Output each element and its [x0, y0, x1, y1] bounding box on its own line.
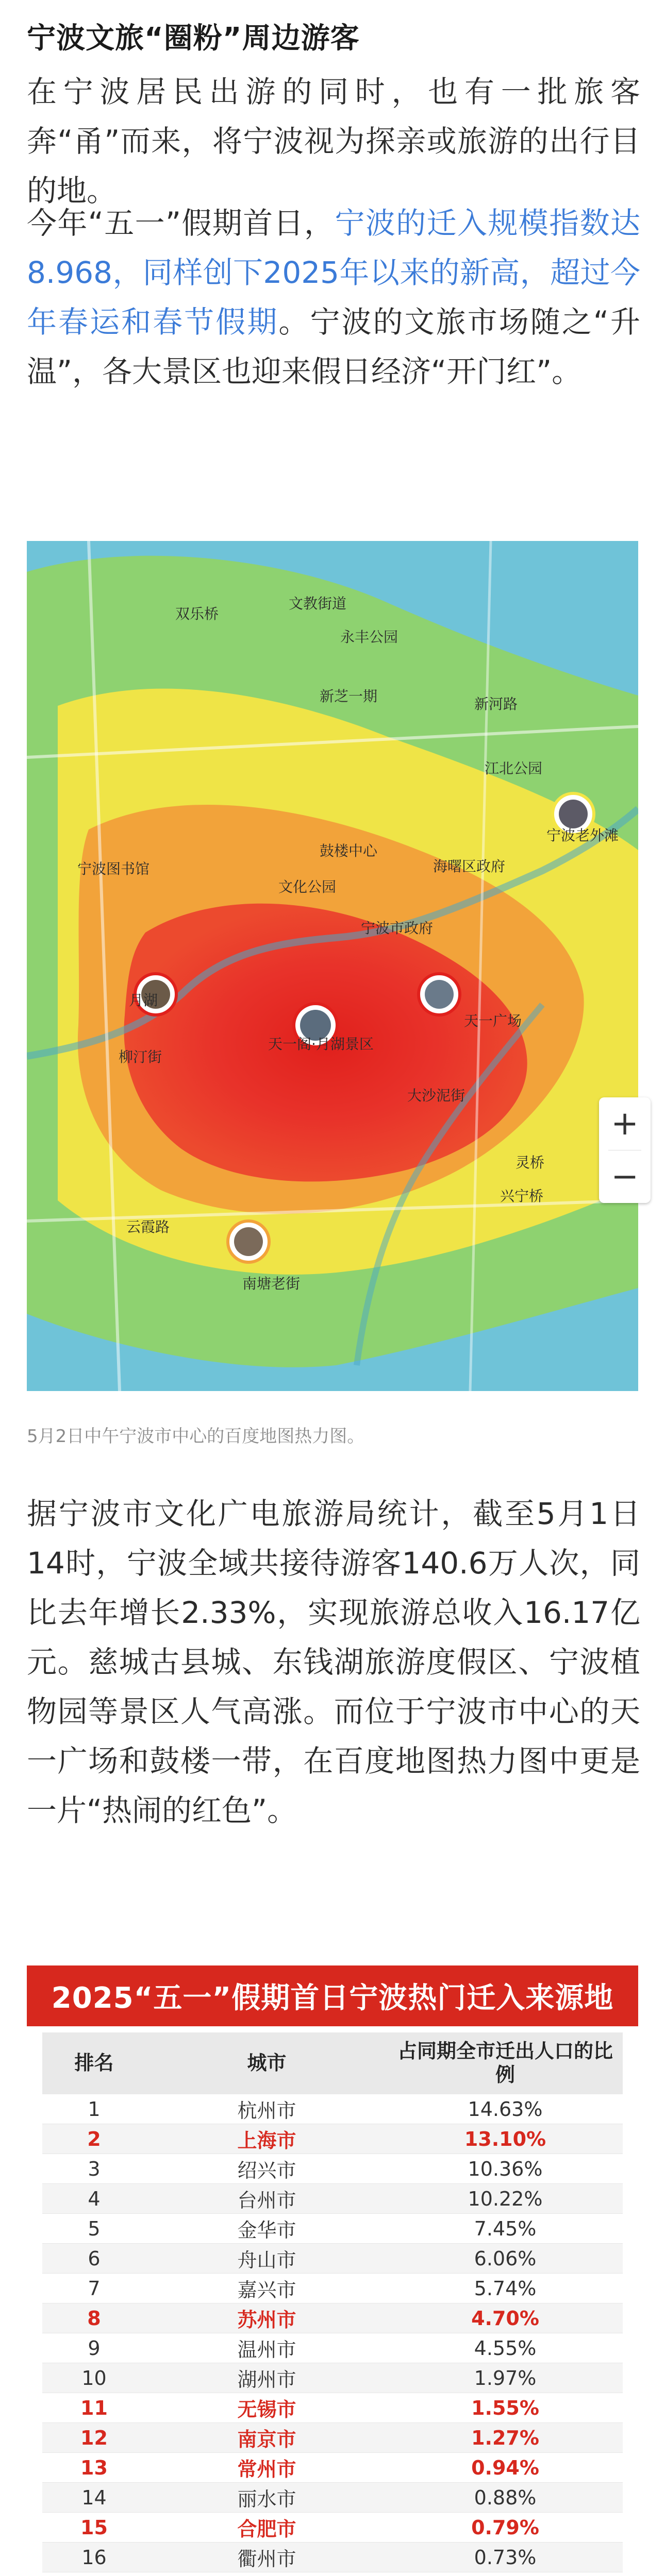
- table-cell-city: 苏州市: [146, 2303, 388, 2333]
- table-cell-city: 上海市: [146, 2124, 388, 2154]
- map-label: 永丰公园: [340, 629, 398, 646]
- table-cell-city: 湖州市: [146, 2363, 388, 2393]
- table-row: [42, 2513, 623, 2543]
- map-label: 鼓楼中心: [320, 842, 378, 859]
- map-label: 新芝一期: [320, 688, 378, 705]
- map-label: 柳汀街: [119, 1048, 162, 1065]
- table-row: [42, 2184, 623, 2214]
- table-cell-rank: 1: [42, 2094, 146, 2124]
- table-cell-city: 舟山市: [146, 2244, 388, 2274]
- table-cell-pct: 0.88%: [388, 2483, 623, 2513]
- map-label: 兴宁桥: [500, 1188, 544, 1205]
- poi-gulou-photo: [425, 980, 454, 1009]
- heat-map-graphic: [27, 541, 638, 1391]
- table-cell-pct: 0.73%: [388, 2543, 623, 2572]
- map-label: 宁波老外滩: [546, 827, 619, 844]
- map-label: 南塘老街: [242, 1275, 301, 1292]
- table-cell-pct: 4.70%: [388, 2303, 623, 2333]
- table-cell-city: 绍兴市: [146, 2154, 388, 2184]
- table-cell-rank: 3: [42, 2154, 146, 2184]
- table-cell-pct: 1.97%: [388, 2363, 623, 2393]
- map-label: 灵桥: [516, 1154, 545, 1171]
- ranking-table-card: [27, 1965, 638, 2576]
- paragraph-2-highlight: 宁波的迁入规模指数达8.968，同样创下2025年以来的新高，超过今年春运和春节假期: [27, 206, 640, 340]
- table-row: [42, 2423, 623, 2453]
- map-label: 江北公园: [485, 760, 543, 777]
- map-label: 海曙区政府: [433, 858, 506, 875]
- table-row: [42, 2333, 623, 2363]
- table-row: [42, 2483, 623, 2513]
- table-cell-pct: 10.22%: [388, 2184, 623, 2214]
- table-row: [42, 2303, 623, 2333]
- table-cell-rank: 14: [42, 2483, 146, 2513]
- table-cell-city: 温州市: [146, 2333, 388, 2363]
- table-cell-rank: 4: [42, 2184, 146, 2214]
- zoom-in-button[interactable]: +: [611, 1105, 639, 1143]
- table-row: [42, 2214, 623, 2244]
- map-label: 云霞路: [126, 1218, 170, 1235]
- map-label: 文教街道: [289, 595, 347, 612]
- table-row: [42, 2393, 623, 2423]
- poi-nantang-photo: [234, 1227, 263, 1256]
- table-cell-rank: 12: [42, 2423, 146, 2453]
- map-label: 双乐桥: [175, 605, 219, 622]
- table-cell-pct: 14.63%: [388, 2094, 623, 2124]
- table-cell-pct: 10.36%: [388, 2154, 623, 2184]
- table-cell-rank: [42, 2572, 146, 2576]
- table-cell-rank: 5: [42, 2214, 146, 2244]
- table-cell-city: 无锡市: [146, 2393, 388, 2423]
- table-cell-city: 嘉兴市: [146, 2274, 388, 2303]
- table-cell-pct: 13.10%: [388, 2124, 623, 2154]
- paragraph-2-text-b: 。宁波的文旅市场随之“升温”，各大景区也迎来假日经济“开门红”。: [27, 304, 640, 389]
- table-row: [42, 2363, 623, 2393]
- map-label: 文化公园: [278, 878, 337, 895]
- map-label: 宁波市政府: [361, 920, 434, 937]
- map-label: 天一阁·月湖景区: [268, 1036, 374, 1053]
- map-label: 大沙泥街: [407, 1087, 466, 1104]
- table-row: [42, 2154, 623, 2184]
- table-header-rank: 排名: [42, 2032, 146, 2094]
- table-cell-pct: 0.94%: [388, 2453, 623, 2483]
- table-cell-rank: 10: [42, 2363, 146, 2393]
- table-cell-city: 常州市: [146, 2453, 388, 2483]
- table-cell-rank: 16: [42, 2543, 146, 2572]
- table-cell-rank: 7: [42, 2274, 146, 2303]
- table-row: [42, 2543, 623, 2572]
- table-cell-pct: 1.55%: [388, 2393, 623, 2423]
- table-header-city: 城市: [146, 2032, 388, 2094]
- table-cell-pct: [388, 2572, 623, 2576]
- paragraph-2: [27, 198, 640, 396]
- paragraph-1: 在宁波居民出游的同时，也有一批旅客奔“甬”而来，将宁波视为探亲或旅游的出行目的地。: [27, 74, 640, 208]
- section-title: 宁波文旅“圈粉”周边游客: [27, 22, 360, 55]
- table-row: [42, 2244, 623, 2274]
- table-cell-city: 南京市: [146, 2423, 388, 2453]
- table-cell-pct: 5.74%: [388, 2274, 623, 2303]
- table-cell-pct: 4.55%: [388, 2333, 623, 2363]
- table-row: [42, 2453, 623, 2483]
- table-cell-city: 金华市: [146, 2214, 388, 2244]
- map-label: 新河路: [474, 696, 518, 713]
- table-cell-rank: 6: [42, 2244, 146, 2274]
- table-row: [42, 2572, 623, 2576]
- table-cell-rank: 2: [42, 2124, 146, 2154]
- table-row: [42, 2274, 623, 2303]
- heat-map[interactable]: [27, 541, 638, 1391]
- map-label: 宁波图书馆: [77, 860, 150, 877]
- table-row: [42, 2094, 623, 2124]
- table-cell-pct: 0.79%: [388, 2513, 623, 2543]
- table-body: [42, 2094, 623, 2576]
- table-cell-rank: 8: [42, 2303, 146, 2333]
- table-cell-city: 丽水市: [146, 2483, 388, 2513]
- table-cell-rank: 9: [42, 2333, 146, 2363]
- table-cell-city: 衢州市: [146, 2543, 388, 2572]
- paragraph-2-text-a: 今年“五一”假期首日，: [27, 206, 335, 241]
- table-row: [42, 2124, 623, 2154]
- table-cell-city: 杭州市: [146, 2094, 388, 2124]
- paragraph-3: 据宁波市文化广电旅游局统计，截至5月1日14时，宁波全域共接待游客140.6万人次，同比去年增长2.33%，实现旅游总收入16.17亿元。慈城古县城、东钱湖旅游度假区、宁波植物园等景区人气高涨。而位于宁波市中心的天一广场和鼓楼一带，在百度地图热力图中更是一片“热闹的红色”。: [27, 1496, 640, 1828]
- map-label: 天一广场: [464, 1012, 522, 1029]
- table-cell-rank: 13: [42, 2453, 146, 2483]
- table-cell-pct: 7.45%: [388, 2214, 623, 2244]
- map-zoom-control[interactable]: [599, 1097, 651, 1203]
- table-cell-city: 台州市: [146, 2184, 388, 2214]
- ranking-table: [42, 2032, 623, 2576]
- table-cell-pct: 1.27%: [388, 2423, 623, 2453]
- table-cell-city: [146, 2572, 388, 2576]
- table-cell-rank: 11: [42, 2393, 146, 2423]
- map-label: 月湖: [129, 992, 158, 1009]
- zoom-out-button[interactable]: −: [611, 1158, 639, 1196]
- map-caption: 5月2日中午宁波市中心的百度地图热力图。: [27, 1426, 365, 1447]
- table-header-pct: 占同期全市迁出人口的比例: [388, 2032, 623, 2094]
- table-cell-rank: 15: [42, 2513, 146, 2543]
- table-cell-pct: 6.06%: [388, 2244, 623, 2274]
- table-title: 2025“五一”假期首日宁波热门迁入来源地: [27, 1965, 638, 2026]
- table-cell-city: 合肥市: [146, 2513, 388, 2543]
